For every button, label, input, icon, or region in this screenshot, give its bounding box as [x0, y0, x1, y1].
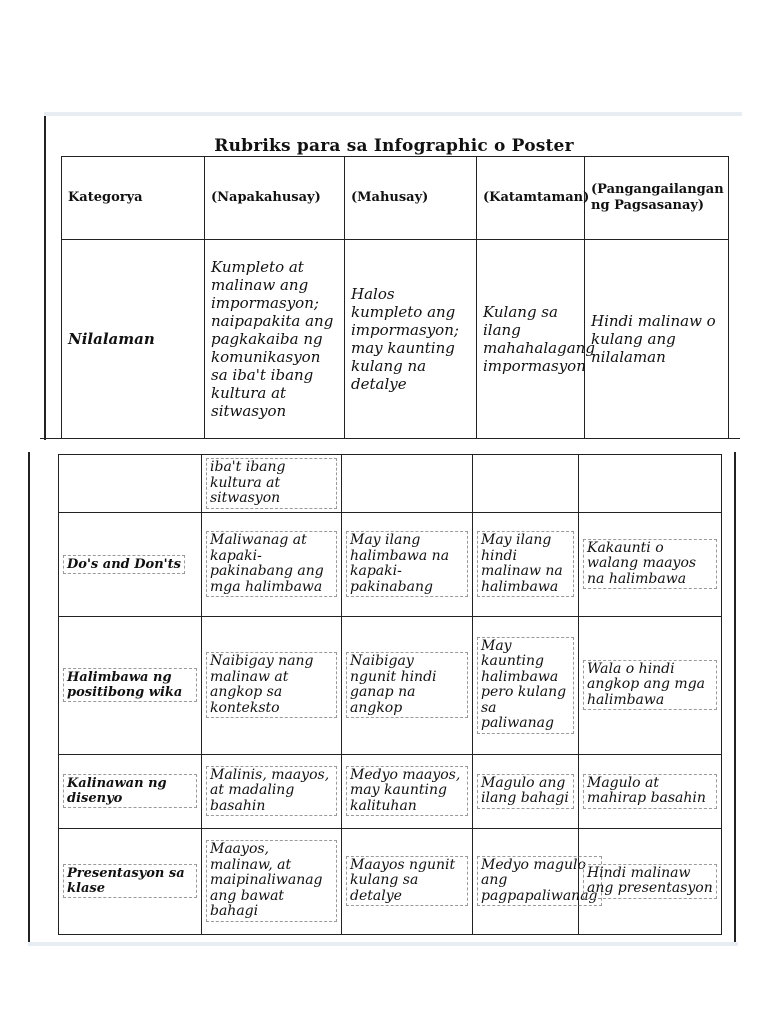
- cell-nilalaman-pangangailangan: Hindi malinaw o kulang ang nilalaman: [585, 240, 729, 439]
- header-napakahusay: (Napakahusay): [205, 157, 345, 240]
- table-row-positibong-wika: [59, 616, 722, 754]
- cell-dos-napakahusay: [202, 512, 342, 616]
- cell-dos-pangangailangan: [579, 512, 722, 616]
- cell-text: Maliwanag at kapaki-pakinabang ang mga halimbawa: [206, 531, 337, 597]
- category-positibong-wika: [59, 616, 202, 754]
- cell-text: May ilang halimbawa na kapaki-pakinabang: [346, 531, 468, 597]
- cell-text: Kumpleto at malinaw ang impormasyon; naipapakita ang pagkakaiba ng komunikasyon sa iba't ibang kultura at sitwasyon: [211, 258, 334, 420]
- cell-continuation: [202, 455, 342, 513]
- cell-nilalaman-napakahusay: [205, 240, 345, 439]
- cell-text: Maayos ngunit kulang sa detalye: [346, 856, 468, 907]
- category-text: Do's and Don'ts: [63, 555, 185, 574]
- cell-dos-mahusay: [342, 512, 473, 616]
- page-top-border: [44, 112, 742, 116]
- page-right-border: [734, 452, 736, 944]
- cell-text: Naibigay nang malinaw at angkop sa konteksto: [206, 652, 337, 718]
- header-katamtaman: (Katamtaman): [477, 157, 585, 240]
- category-text: Kalinawan ng disenyo: [63, 774, 197, 808]
- cell-text: Magulo ang ilang bahagi: [477, 774, 574, 809]
- category-empty: [59, 455, 202, 513]
- rubric-table-part-two: [58, 454, 722, 935]
- cell-text: May ilang hindi malinaw na halimbawa: [477, 531, 574, 597]
- cell-nilalaman-mahusay: Halos kumpleto ang impormasyon; may kaunting kulang na detalye: [345, 240, 477, 439]
- header-kategorya: Kategorya: [62, 157, 205, 240]
- category-presentasyon: [59, 828, 202, 934]
- category-text: Halimbawa ng positibong wika: [63, 668, 197, 702]
- cell-empty: [342, 455, 473, 513]
- cell-text: Naibigay ngunit hindi ganap na angkop: [346, 652, 468, 718]
- rubric-table-part-one: [61, 156, 729, 439]
- cell-text: iba't ibang kultura at sitwasyon: [206, 458, 337, 509]
- cell-presentasyon-pangangailangan: [579, 828, 722, 934]
- table-header-row: [62, 157, 729, 240]
- cell-text: May kaunting halimbawa pero kulang sa paliwanag: [477, 637, 574, 734]
- cell-wika-napakahusay: [202, 616, 342, 754]
- cell-kalinawan-mahusay: [342, 754, 473, 828]
- cell-kalinawan-napakahusay: [202, 754, 342, 828]
- cell-presentasyon-katamtaman: [473, 828, 598, 934]
- page-one: [44, 116, 742, 440]
- rubric-title: Rubriks para sa Infographic o Poster: [214, 136, 574, 156]
- cell-text: Medyo maayos, may kaunting kalituhan: [346, 766, 468, 817]
- page-bottom-border: [28, 942, 738, 946]
- cell-kalinawan-pangangailangan: [579, 754, 722, 828]
- cell-text: Wala o hindi angkop ang mga halimbawa: [583, 660, 717, 711]
- cell-dos-katamtaman: [473, 512, 579, 616]
- cell-text: Hindi malinaw ang presentasyon: [583, 864, 717, 899]
- category-dos-and-donts: [59, 512, 202, 616]
- cell-text: Malinis, maayos, at madaling basahin: [206, 766, 337, 817]
- cell-wika-mahusay: [342, 616, 473, 754]
- cell-empty: [579, 455, 722, 513]
- table-row-kalinawan: [59, 754, 722, 828]
- cell-text: Kakaunti o walang maayos na halimbawa: [583, 539, 717, 590]
- table-row-presentasyon: [59, 828, 722, 934]
- cell-kalinawan-katamtaman: [473, 754, 579, 828]
- page-two: [28, 452, 738, 944]
- cell-empty: [473, 455, 579, 513]
- cell-presentasyon-mahusay: [342, 828, 473, 934]
- table-row-continuation: [59, 455, 722, 513]
- cell-wika-pangangailangan: [579, 616, 722, 754]
- cell-text: Medyo magulo ang pagpapaliwanag: [477, 856, 602, 907]
- cell-presentasyon-napakahusay: [202, 828, 342, 934]
- category-kalinawan: [59, 754, 202, 828]
- header-mahusay: (Mahusay): [345, 157, 477, 240]
- table-row-nilalaman: [62, 240, 729, 439]
- page-divider: [40, 438, 740, 439]
- table-row-dos-and-donts: [59, 512, 722, 616]
- header-pangangailangan: (Pangangailangan ng Pagsasanay): [585, 157, 729, 240]
- cell-text: Magulo at mahirap basahin: [583, 774, 717, 809]
- cell-wika-katamtaman: [473, 616, 579, 754]
- cell-text: Maayos, malinaw, at maipinaliwanag ang bawat bahagi: [206, 840, 337, 922]
- cell-nilalaman-katamtaman: Kulang sa ilang mahahalagang impormasyon: [477, 240, 585, 439]
- category-text: Presentasyon sa klase: [63, 864, 197, 898]
- category-nilalaman: Nilalaman: [62, 240, 205, 439]
